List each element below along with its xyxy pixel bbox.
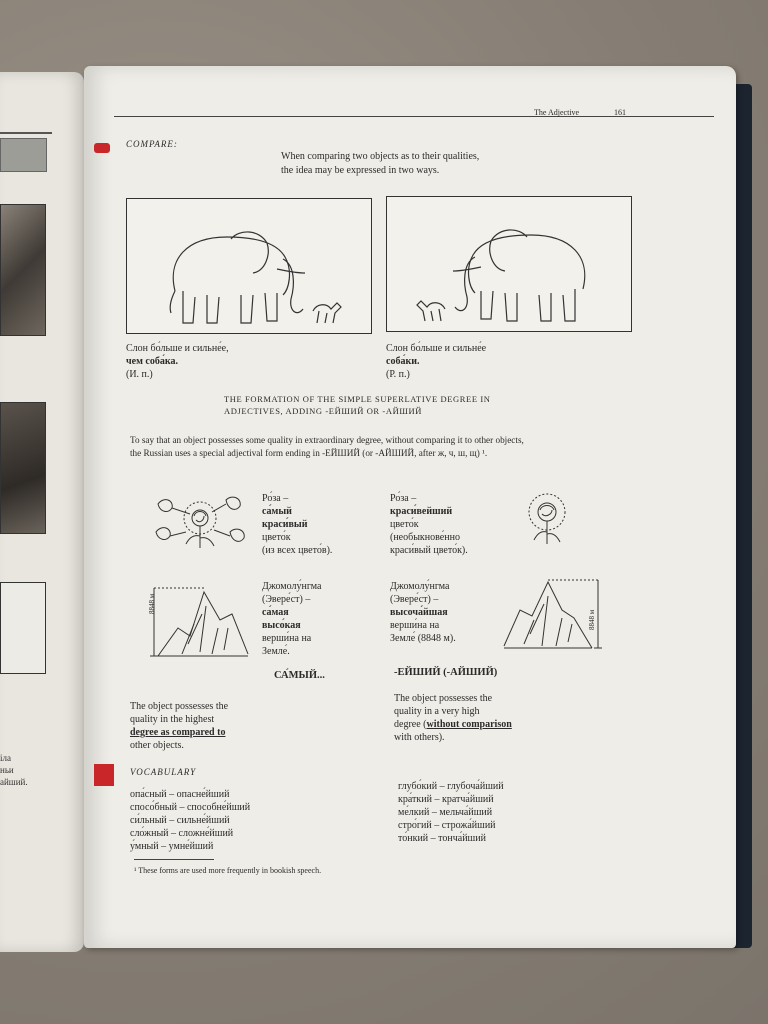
vocab-right-4: стро́гий – строжа́йший (398, 820, 496, 831)
form-title-samyi: СА́МЫЙ... (274, 670, 325, 681)
page-number: 161 (614, 108, 626, 117)
rose-right-3: цвето́к (390, 519, 419, 530)
everest-left-1: Джомолу́нгма (262, 581, 322, 592)
rose-illustration (524, 490, 570, 546)
mountain-height-label-left: 8848 м (148, 593, 156, 614)
caption-left-1: Слон бо́льше и сильне́е, (126, 343, 229, 354)
vocab-right-5: то́нкий – тонча́йший (398, 833, 486, 844)
vocab-right-3: ме́лкий – мельча́йший (398, 807, 493, 818)
elephant-dog-panel-right (386, 196, 632, 332)
compare-label: COMPARE: (126, 139, 178, 149)
everest-left-4: высо́кая (262, 620, 301, 631)
everest-left-6: Земле́. (262, 646, 290, 657)
mountain-illustration-left (148, 584, 252, 660)
mountain-height-label-right: 8848 м (588, 609, 596, 630)
footnote-rule (134, 859, 214, 860)
explanation-1: To say that an object possesses some quality in extraordinary degree, without comparing it to other objects, (130, 435, 524, 445)
previous-page (0, 72, 84, 952)
everest-right-2: (Эвере́ст) – (390, 594, 439, 605)
vocabulary-icon (94, 764, 114, 786)
caption-left-3: (И. п.) (126, 369, 153, 380)
formation-heading-2: ADJECTIVES, ADDING -ЕЙШИЙ OR -АЙШИЙ (224, 406, 422, 416)
vocab-left-2: спосо́бный – способне́йший (130, 802, 251, 813)
compare-intro-2: the idea may be expressed in two ways. (281, 165, 440, 176)
mountain-illustration-right (500, 576, 604, 656)
everest-left-5: верши́на на (262, 633, 312, 644)
rose-left-5: (из всех цвето́в). (262, 545, 333, 556)
rose-right-1: Ро́за – (390, 493, 417, 504)
desc-right-2: quality in a very high (394, 706, 480, 717)
vocab-left-3: си́льный – сильне́йший (130, 815, 230, 826)
desc-right-1: The object possesses the (394, 693, 493, 704)
desc-left-4: other objects. (130, 740, 184, 751)
caption-right-2: соба́ки. (386, 356, 420, 367)
rose-left-3: краси́вый (262, 519, 308, 530)
compare-intro-1: When comparing two objects as to their qualities, (281, 151, 480, 162)
running-head-title: The Adjective (534, 108, 580, 117)
explanation-2: the Russian uses a special adjectival form ending in -ЕЙШИЙ (or -АЙШИЙ, after ж, ч, ш, щ) ¹. (130, 448, 488, 458)
vocab-left-5: у́мный – умне́йший (130, 841, 214, 852)
caption-right-3: (Р. п.) (386, 369, 410, 380)
previous-page-photo-2 (0, 402, 46, 534)
footnote: ¹ These forms are used more frequently in bookish speech. (134, 866, 322, 875)
caption-right-1: Слон бо́льше и сильне́е (386, 343, 487, 354)
desc-right-4: with others). (394, 732, 445, 743)
everest-right-4: верши́на на (390, 620, 440, 631)
vocab-left-1: опа́сный – опасне́йший (130, 789, 230, 800)
rose-right-5: краси́вый цвето́к). (390, 545, 468, 556)
desc-left-2: quality in the highest (130, 714, 215, 725)
vocab-left-4: сло́жный – сложне́йший (130, 828, 234, 839)
formation-heading-1: THE FORMATION OF THE SIMPLE SUPERLATIVE DEGREE IN (224, 394, 491, 404)
everest-left-3: са́мая (262, 607, 289, 618)
vocab-right-1: глубо́кий – глубоча́йший (398, 781, 504, 792)
vocabulary-label: VOCABULARY (130, 767, 197, 777)
everest-right-5: Земле́ (8848 м). (390, 633, 456, 644)
elephant-dog-panel-left (126, 198, 372, 334)
textbook-page (84, 66, 736, 948)
previous-page-rule (0, 132, 52, 134)
form-title-eishii: -ЕЙШИЙ (-АЙШИЙ) (394, 667, 498, 678)
previous-page-text: іла ньи айший. (0, 753, 28, 787)
elephant-dog-illustration-right (387, 197, 631, 331)
everest-left-2: (Эвере́ст) – (262, 594, 311, 605)
desc-left-3: degree as compared to (130, 727, 226, 738)
rose-right-2: краси́вейший (390, 506, 453, 517)
desc-left-1: The object possesses the (130, 701, 229, 712)
roses-illustration (150, 492, 250, 552)
rose-right-4: (необыкнове́нно (390, 532, 460, 543)
previous-page-illustration (0, 582, 46, 674)
caption-left-2: чем соба́ка. (126, 356, 178, 367)
elephant-dog-illustration-left (127, 199, 371, 333)
rose-left-2: са́мый (262, 506, 292, 517)
rose-left-4: цвето́к (262, 532, 291, 543)
vocab-right-2: кра́ткий – кратча́йший (398, 794, 494, 805)
everest-right-3: высоча́йшая (390, 607, 448, 618)
compare-icon (94, 143, 110, 153)
desc-right-3: degree (without comparison (394, 719, 512, 730)
rose-left-1: Ро́за – (262, 493, 289, 504)
everest-right-1: Джомолу́нгма (390, 581, 450, 592)
previous-page-grey-box (0, 138, 47, 172)
previous-page-photo-1 (0, 204, 46, 336)
